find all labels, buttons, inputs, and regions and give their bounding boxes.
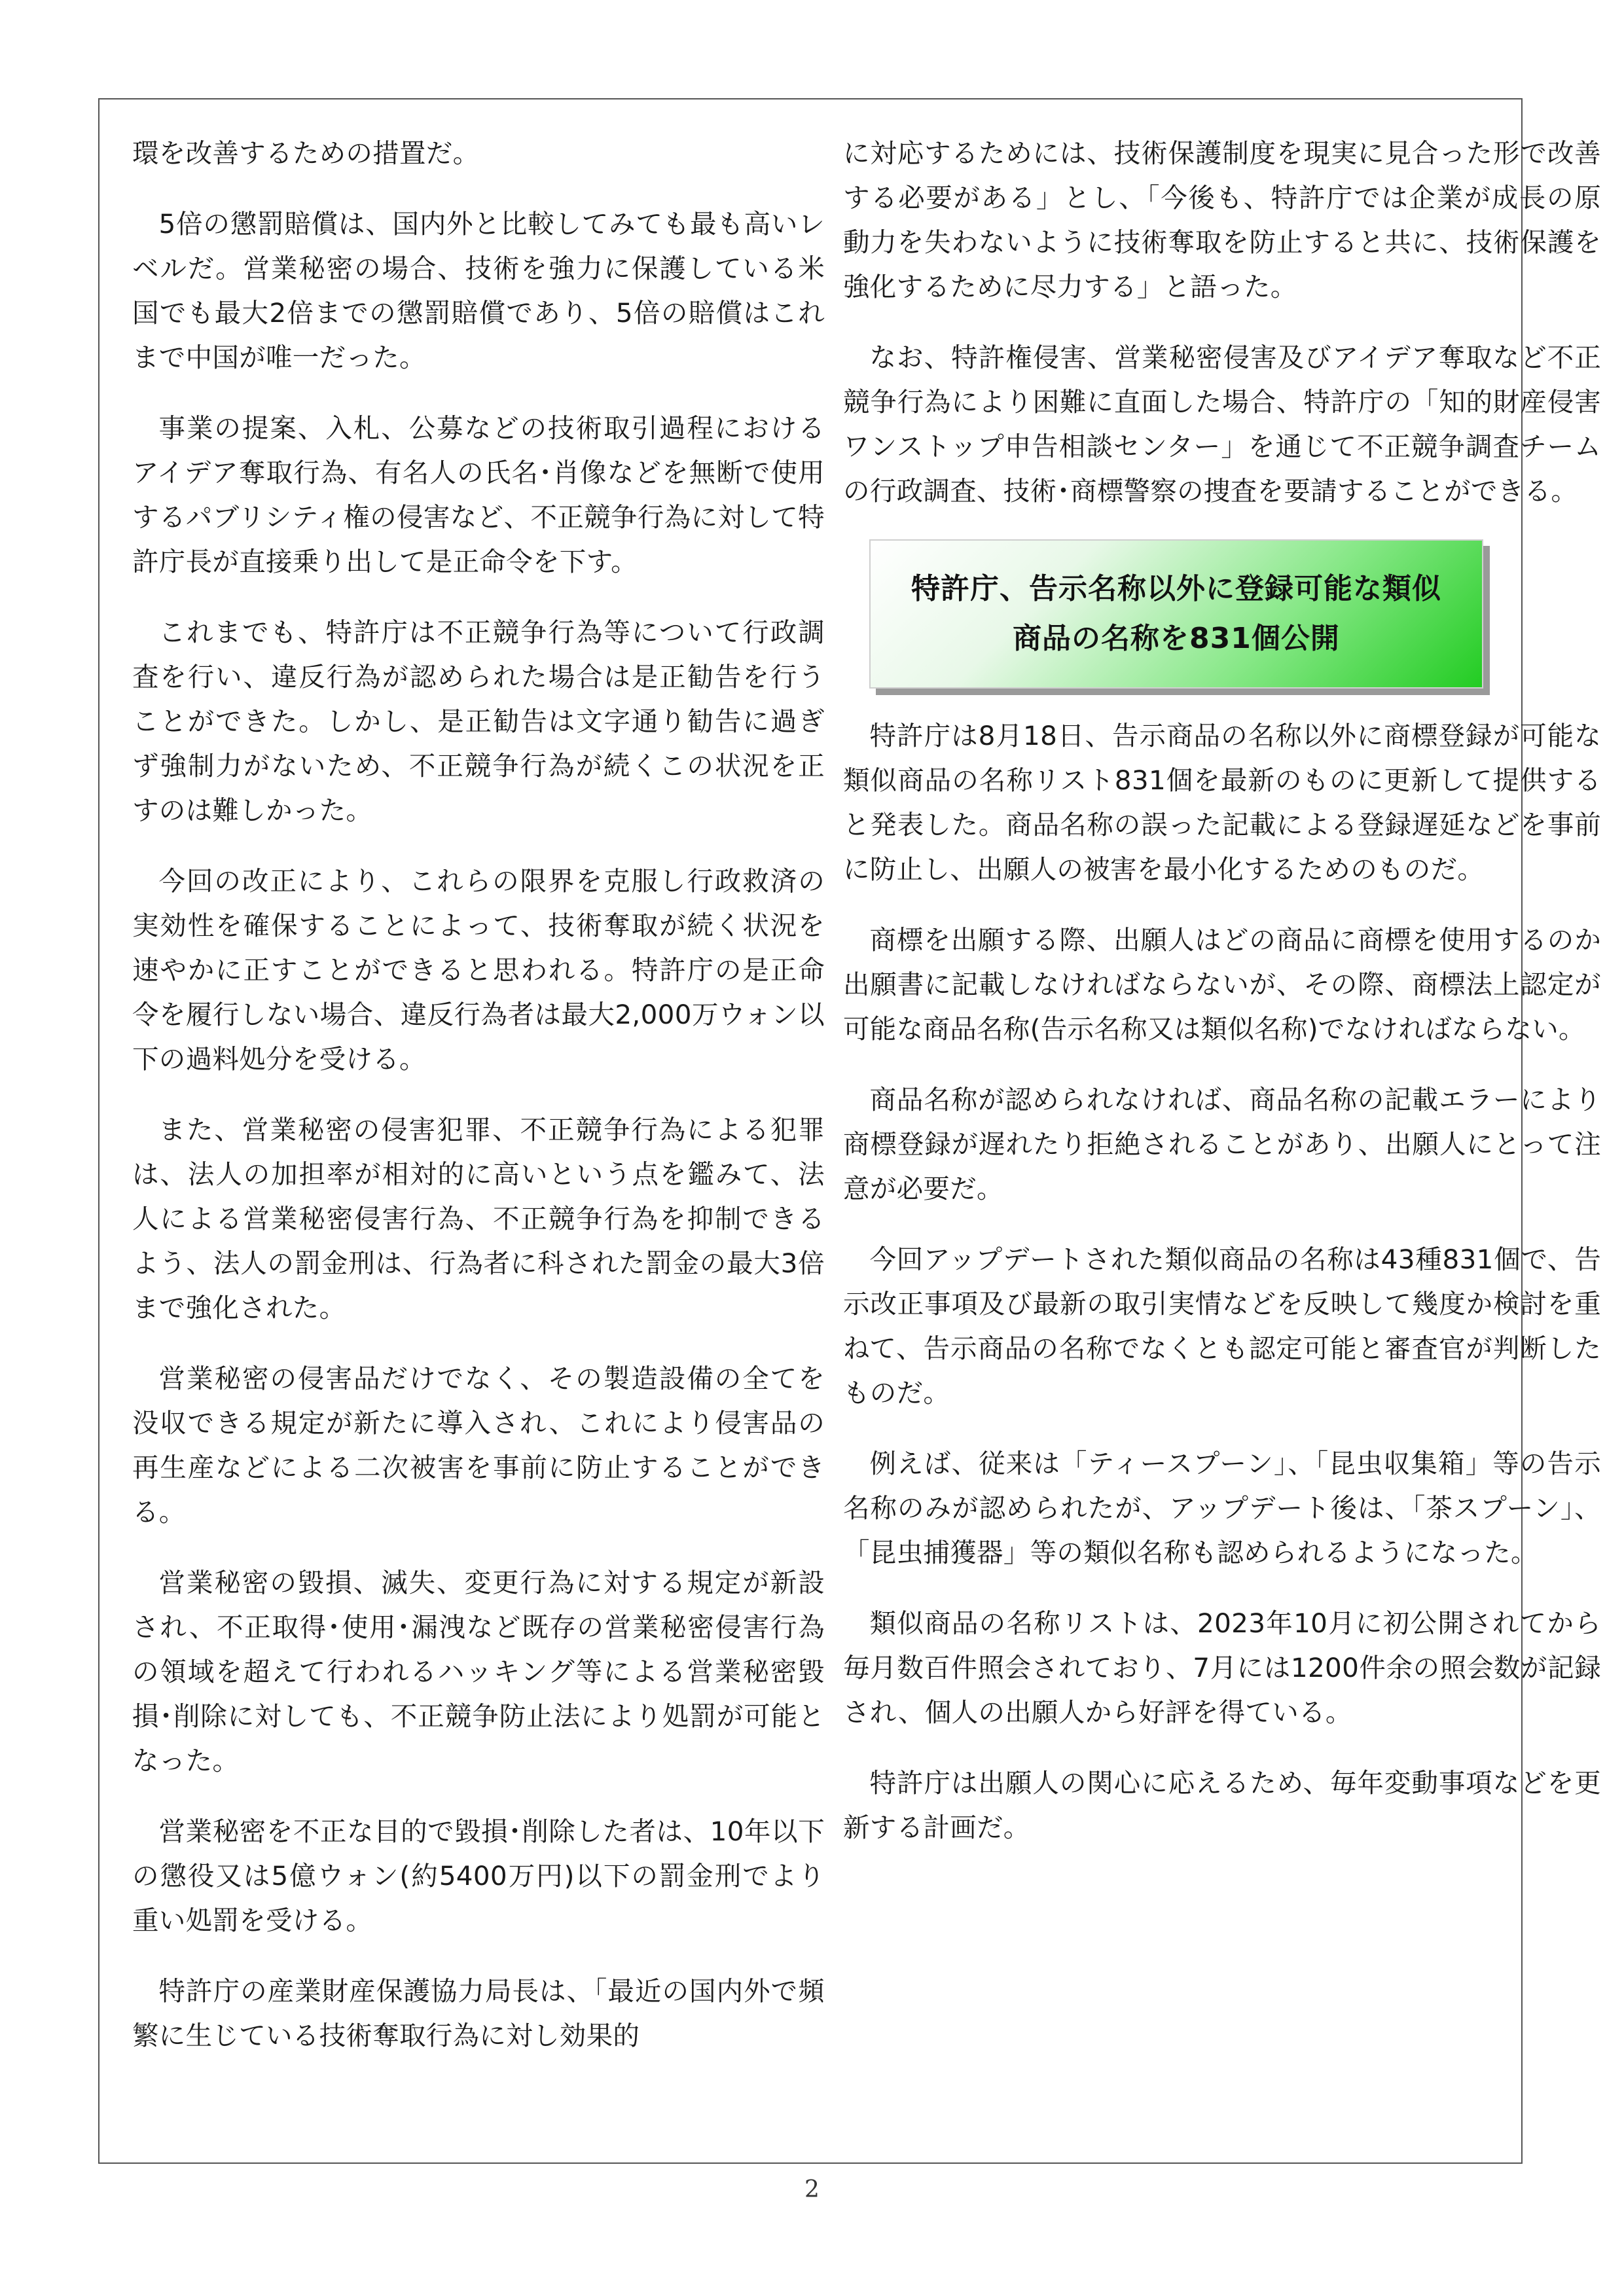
body-paragraph: 営業秘密の侵害品だけでなく、その製造設備の全てを没収できる規定が新たに導入され、これにより侵害品の再生産などによる二次被害を事前に防止することができる。 <box>132 1363 825 1528</box>
body-paragraph: 特許庁の産業財産保護協力局長は、「最近の国内外で頻繁に生じている技術奪取行為に対し効果的 <box>132 1975 825 2051</box>
headline-line-2: 商品の名称を831個公開 <box>1013 622 1340 655</box>
body-paragraph: これまでも、特許庁は不正競争行為等について行政調査を行い、違反行為が認められた場合は是正勧告を行うことができた。しかし、是正勧告は文字通り勧告に過ぎず強制力がないため、不正競争行為が続くこの状況を正すのは難しかった。 <box>132 617 825 826</box>
page-number: 2 <box>804 2176 820 2203</box>
left-column <box>132 131 825 2084</box>
body-paragraph: 特許庁は8月18日、告示商品の名称以外に商標登録が可能な類似商品の名称リスト831個を最新のものに更新して提供すると発表した。商品名称の誤った記載による登録遅延などを事前に防止し、出願人の被害を最小化するためのものだ。 <box>843 720 1601 885</box>
body-paragraph: また、営業秘密の侵害犯罪、不正競争行為による犯罪は、法人の加担率が相対的に高いという点を鑑みて、法人による営業秘密侵害行為、不正競争行為を抑制できるよう、法人の罰金刑は、行為者に科された罰金の最大3倍まで強化された。 <box>132 1114 825 1323</box>
page-frame <box>98 98 1601 2164</box>
body-paragraph: なお、特許権侵害、営業秘密侵害及びアイデア奪取など不正競争行為により困難に直面した場合、特許庁の「知的財産侵害ワンストップ申告相談センター」を通じて不正競争調査チームの行政調査、技術･商標警察の捜査を要請することができる。 <box>843 342 1601 507</box>
body-paragraph: 事業の提案、入札、公募などの技術取引過程におけるアイデア奪取行為、有名人の氏名･肖像などを無断で使用するパブリシティ権の侵害など、不正競争行為に対して特許庁長が直接乗り出して是正命令を下す。 <box>132 412 825 577</box>
body-paragraph: 今回アップデートされた類似商品の名称は43種831個で、告示改正事項及び最新の取引実情などを反映して幾度か検討を重ねて、告示商品の名称でなくとも認定可能と審査官が判断したものだ。 <box>843 1244 1601 1408</box>
article-headline <box>911 564 1441 664</box>
body-paragraph: 営業秘密の毀損、滅失、変更行為に対する規定が新設され、不正取得･使用･漏洩など既存の営業秘密侵害行為の領域を超えて行われるハッキング等による営業秘密毀損･削除に対しても、不正競争防止法により処罰が可能となった。 <box>132 1567 825 1776</box>
body-paragraph: 例えば、従来は「ティースプーン」、「昆虫収集箱」等の告示名称のみが認められたが、アップデート後は、「茶スプーン」、「昆虫捕獲器」等の類似名称も認められるようになった。 <box>843 1448 1601 1568</box>
article-headline-box <box>869 539 1483 689</box>
headline-line-1: 特許庁、告示名称以外に登録可能な類似 <box>911 572 1441 605</box>
body-paragraph: 営業秘密を不正な目的で毀損･削除した者は、10年以下の懲役又は5億ウォン(約5400万円)以下の罰金刑でより重い処罰を受ける。 <box>132 1816 825 1936</box>
body-paragraph: 特許庁は出願人の関心に応えるため、毎年変動事項などを更新する計画だ。 <box>843 1767 1601 1843</box>
right-column <box>843 131 1601 1876</box>
body-paragraph: 類似商品の名称リストは、2023年10月に初公開されてから毎月数百件照会されており、7月には1200件余の照会数が記録され、個人の出願人から好評を得ている。 <box>843 1607 1601 1728</box>
body-paragraph: 今回の改正により、これらの限界を克服し行政救済の実効性を確保することによって、技術奪取が続く状況を速やかに正すことができると思われる。特許庁の是正命令を履行しない場合、違反行為者は最大2,000万ウォン以下の過料処分を受ける。 <box>132 865 825 1075</box>
body-paragraph: 環を改善するための措置だ。 <box>132 137 480 169</box>
body-paragraph: 商品名称が認められなければ、商品名称の記載エラーにより商標登録が遅れたり拒絶されることがあり、出願人にとって注意が必要だ。 <box>843 1084 1601 1204</box>
body-paragraph: 商標を出願する際、出願人はどの商品に商標を使用するのか出願書に記載しなければならないが、その際、商標法上認定が可能な商品名称(告示名称又は類似名称)でなければならない。 <box>843 924 1601 1045</box>
body-paragraph: 5倍の懲罰賠償は、国内外と比較してみても最も高いレベルだ。営業秘密の場合、技術を強力に保護している米国でも最大2倍までの懲罰賠償であり、5倍の賠償はこれまで中国が唯一だった。 <box>132 208 825 373</box>
body-paragraph: に対応するためには、技術保護制度を現実に見合った形で改善する必要がある」とし、「今後も、特許庁では企業が成長の原動力を失わないように技術奪取を防止すると共に、技術保護を強化するために尽力する」と語った。 <box>843 137 1601 302</box>
